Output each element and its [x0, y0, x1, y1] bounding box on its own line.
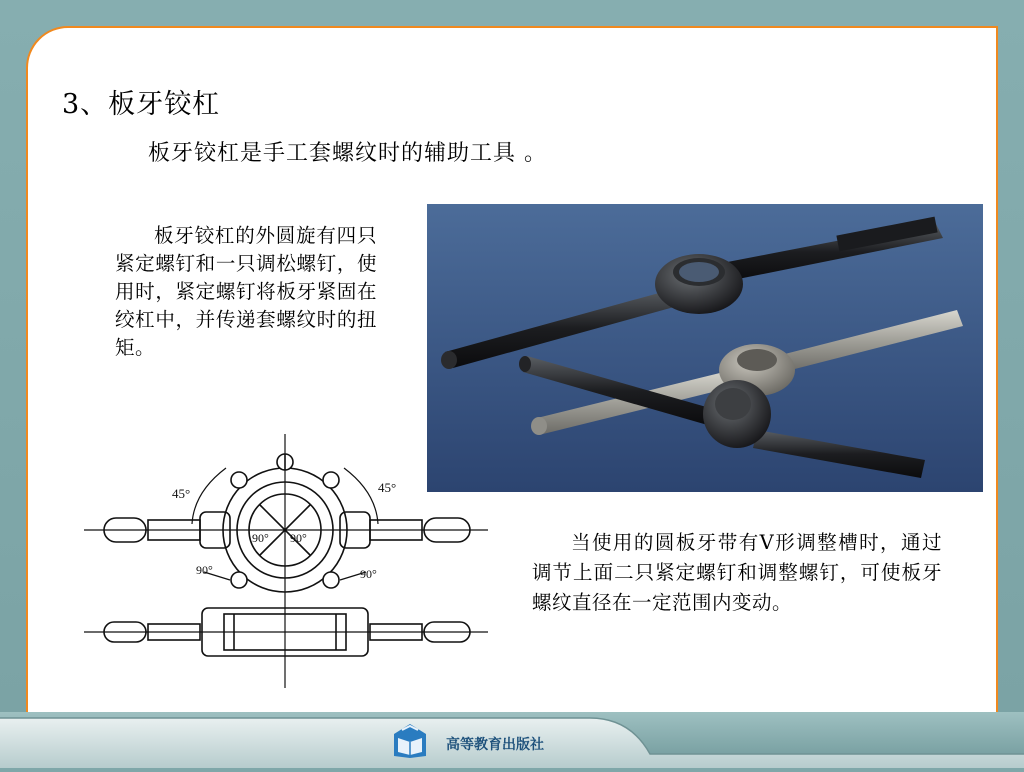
angle-label-right-top: 45°: [378, 480, 397, 495]
publisher-logo-icon: [392, 722, 428, 760]
angle-label-center-right: 90°: [290, 531, 307, 545]
angle-label-center-left: 90°: [252, 531, 269, 545]
right-description: 当使用的圆板牙带有V形调整槽时，通过调节上面二只紧定螺钉和调整螺钉，可使板牙螺纹直径在一定范围内变动。: [532, 531, 942, 614]
slide-subtitle: 板牙铰杠是手工套螺纹时的辅助工具 。: [148, 141, 547, 166]
angle-label-left-top: 45°: [172, 486, 191, 501]
angle-label-right-bottom: 90°: [360, 567, 377, 581]
slide-title: 3、板牙铰杠: [62, 89, 221, 120]
die-stock-drawing: [84, 432, 494, 692]
left-description: 板牙铰杠的外圆旋有四只紧定螺钉和一只调松螺钉，使用时，紧定螺钉将板牙紧固在绞杠中，并传递套螺纹时的扭矩。: [115, 224, 377, 359]
die-stock-photo: [427, 204, 983, 492]
angle-label-left-bottom: 90°: [196, 563, 213, 577]
publisher-name: 高等教育出版社: [446, 737, 544, 753]
